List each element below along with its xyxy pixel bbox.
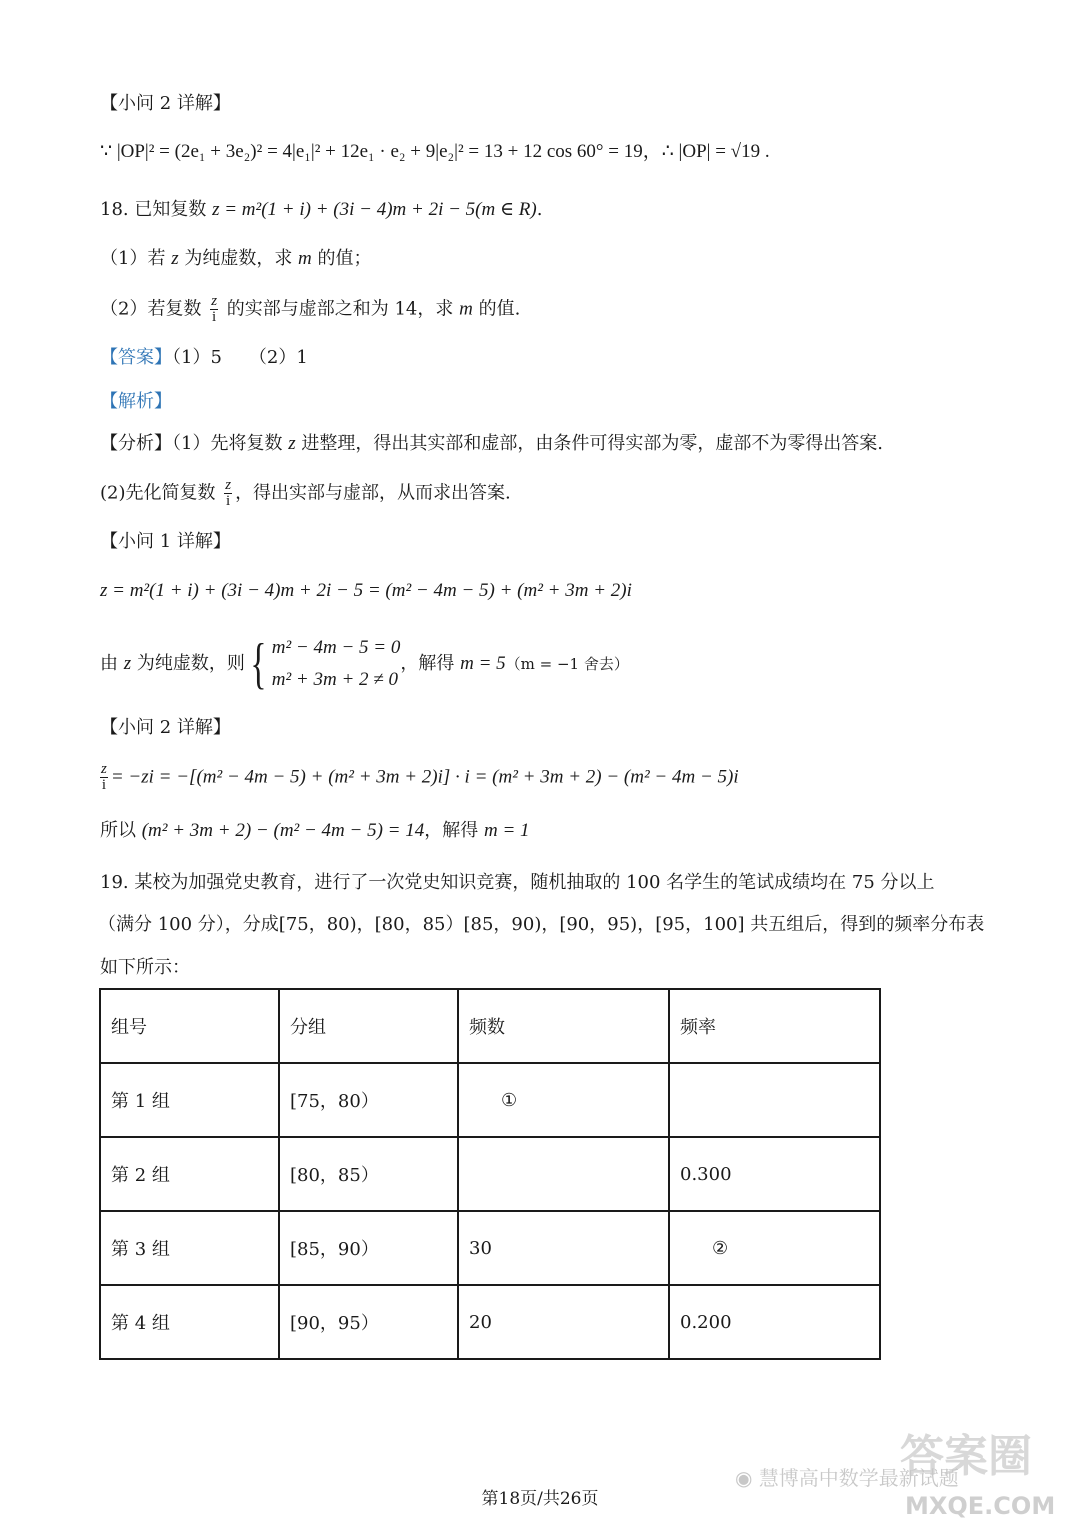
text: （1）若	[100, 248, 172, 269]
text: ，解得	[400, 653, 461, 674]
frequency-table	[99, 988, 881, 1360]
frac-numerator: z	[225, 477, 232, 493]
equation-op: ∵ |OP|² = (2e₁ + 3e₂)² = 4|e₁|² + 12e₁ · e₂ + 9|e₂|² = 13 + 12 cos 60° = 19，∴ |OP| = √19 .	[100, 141, 770, 162]
result-m: m = 1	[483, 820, 530, 841]
text: 的值；	[311, 248, 372, 269]
text: (2)先化简复数	[100, 482, 222, 504]
text: ，解得	[424, 820, 484, 841]
frac-denominator: i	[212, 309, 217, 325]
wechat-icon: ◉	[735, 1466, 759, 1490]
section-heading: 【小问 1 详解】	[100, 531, 231, 552]
equation-z-over-i	[100, 762, 739, 793]
table-header-row	[100, 989, 880, 1063]
conclusion-line	[100, 817, 530, 845]
var-z: z	[288, 433, 296, 454]
question-19-line-2: （满分 100 分），分成[75，80)，[80，85）[85，90)，[90，95)，[95，100] 共五组后，得到的频率分布表	[98, 914, 985, 935]
page-footer: 第18页/共26页	[481, 1489, 599, 1509]
equation-body: = −zi = −[(m² − 4m − 5) + (m² + 3m + 2)i] · i = (m² + 3m + 2) − (m² − 4m − 5)i	[110, 766, 739, 788]
text: 为纯虚数，求	[178, 248, 299, 269]
table-cell: 20	[458, 1285, 669, 1359]
answer-tag: 【答案】	[100, 347, 172, 368]
system-eq-2: m² + 3m + 2 ≠ 0	[271, 669, 398, 690]
answer-line	[100, 344, 308, 372]
table-row	[100, 1063, 880, 1137]
watermark-site: MXQE.COM	[905, 1492, 1056, 1520]
table-cell: 0.300	[669, 1137, 880, 1211]
q18-stem-end: .	[536, 199, 543, 220]
table-cell: 第 2 组	[100, 1137, 279, 1211]
frac-denominator: i	[226, 493, 231, 509]
table-cell: [75，80）	[279, 1063, 458, 1137]
table-cell: 第 1 组	[100, 1063, 279, 1137]
table-cell: 30	[458, 1211, 669, 1285]
equation-z: z = m²(1 + i) + (3i − 4)m + 2i − 5 = (m² − 4m − 5) + (m² + 3m + 2)i	[100, 580, 632, 601]
text: 由	[100, 653, 124, 674]
pure-imaginary-line	[100, 632, 629, 696]
question-18-stem	[100, 196, 542, 224]
question-19-line-3: 如下所示：	[100, 957, 190, 978]
table-cell: 0.200	[669, 1285, 880, 1359]
fraction-z-over-i	[100, 762, 108, 793]
table-header-cell: 分组	[279, 989, 458, 1063]
question-18-part-1	[100, 245, 372, 273]
table-row	[100, 1211, 880, 1285]
text: （1）先将复数	[172, 433, 289, 454]
table-header-cell: 频数	[458, 989, 669, 1063]
fenxi-line-2	[100, 478, 511, 509]
var-z: z	[171, 248, 179, 269]
text: ，得出实部与虚部，从而求出答案.	[235, 482, 511, 504]
section-heading: 【小问 2 详解】	[100, 93, 231, 114]
text: 所以	[100, 820, 142, 841]
var-m: m	[459, 298, 473, 320]
text: 的值.	[472, 298, 521, 320]
question-19-line-1: 19. 某校为加强党史教育，进行了一次党史知识竞赛，随机抽取的 100 名学生的笔试成绩均在 75 分以上	[100, 872, 935, 893]
table-cell: 第 3 组	[100, 1211, 279, 1285]
note: （m = −1 舍去）	[505, 655, 629, 673]
table-header-cell: 频率	[669, 989, 880, 1063]
table-row	[100, 1137, 880, 1211]
table-cell	[669, 1063, 880, 1137]
result-m: m = 5	[460, 653, 506, 674]
equation-system	[245, 632, 401, 696]
table-cell: ②	[669, 1211, 880, 1285]
analysis-tag: 【解析】	[100, 391, 172, 412]
question-18-part-2	[100, 294, 520, 325]
frac-numerator: z	[211, 293, 218, 309]
table-cell: ①	[458, 1063, 669, 1137]
fenxi-tag: 【分析】	[100, 433, 172, 454]
frac-denominator: i	[101, 777, 106, 793]
var-z: z	[123, 653, 132, 674]
fenxi-line-1	[100, 430, 883, 458]
q18-stem-math: z = m²(1 + i) + (3i − 4)m + 2i − 5(m ∈ R)	[212, 199, 537, 220]
watermark-label: 慧博高中数学最新试题	[758, 1466, 959, 1490]
table-cell	[458, 1137, 669, 1211]
system-eq-1: m² − 4m − 5 = 0	[271, 637, 401, 658]
fraction-z-over-i	[224, 478, 232, 509]
table-cell: [90，95）	[279, 1285, 458, 1359]
text: 的实部与虚部之和为 14，求	[221, 298, 460, 320]
frac-numerator: z	[101, 761, 107, 777]
text: 进整理，得出其实部和虚部，由条件可得实部为零，虚部不为零得出答案.	[295, 433, 884, 454]
section-heading: 【小问 2 详解】	[100, 717, 231, 738]
text: 为纯虚数，则	[131, 653, 245, 674]
text: （2）若复数	[100, 298, 208, 320]
answer-text: （1）5 （2）1	[172, 347, 308, 368]
watermark-logo: 答案圈	[900, 1431, 1032, 1482]
fraction-z-over-i	[210, 294, 218, 325]
equation: (m² + 3m + 2) − (m² − 4m − 5) = 14	[141, 820, 425, 841]
q18-stem-text: 18. 已知复数	[100, 199, 213, 220]
var-m: m	[298, 248, 312, 269]
table-row	[100, 1285, 880, 1359]
table-cell: [80，85）	[279, 1137, 458, 1211]
table-cell: [85，90）	[279, 1211, 458, 1285]
table-cell: 第 4 组	[100, 1285, 279, 1359]
table-header-cell: 组号	[100, 989, 279, 1063]
brace-icon: {	[250, 633, 267, 695]
